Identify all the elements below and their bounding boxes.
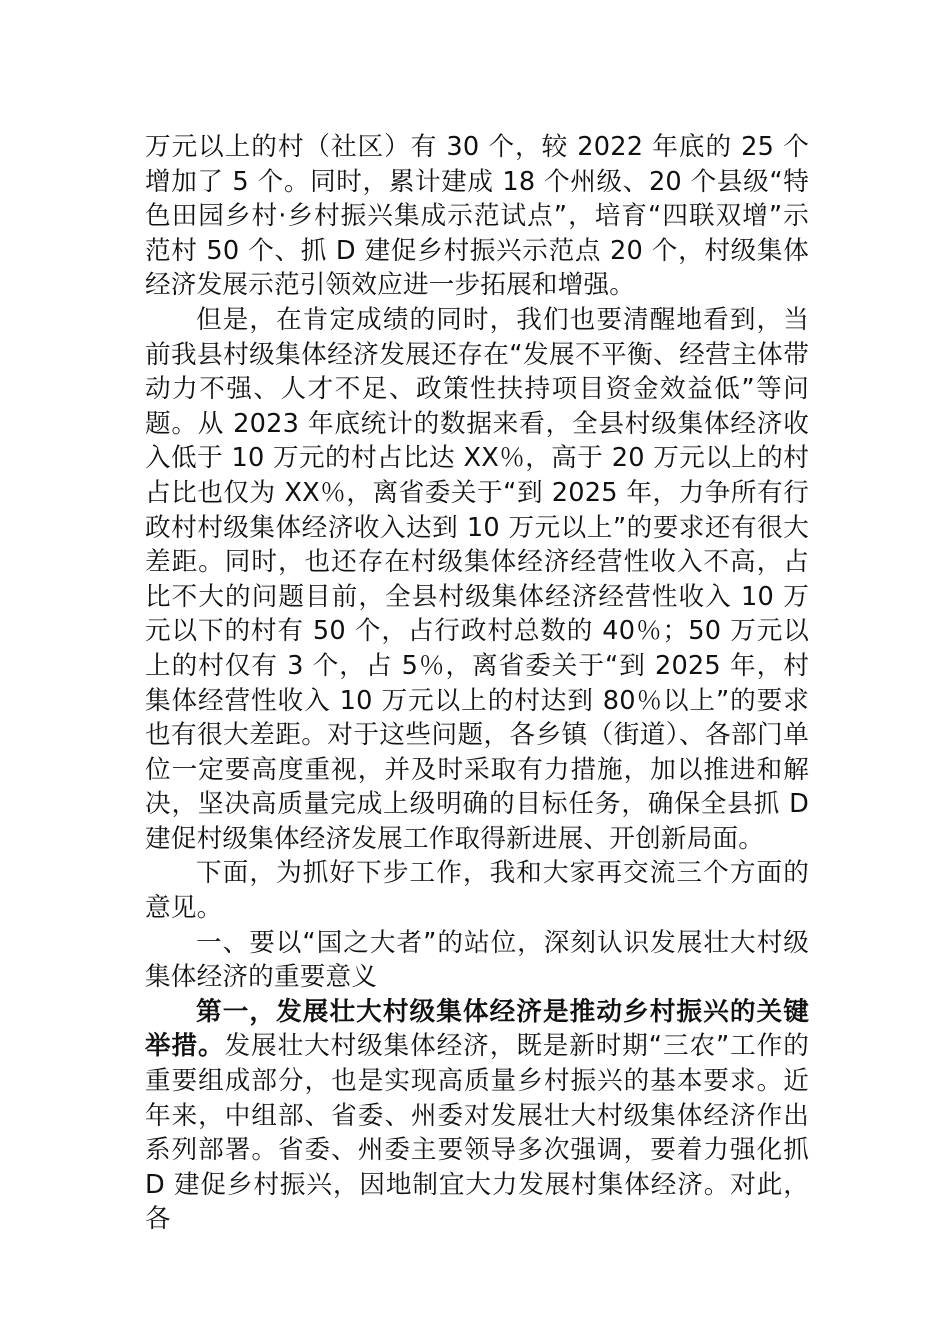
paragraph-1 bbox=[145, 130, 809, 303]
paragraph-1-text: 万元以上的村（社区）有 30 个，较 2022 年底的 25 个增加了 5 个。同时，累计建成 18 个州级、20 个县级“特色田园乡村·乡村振兴集成示范试点”，培育“四联双增”示范村 50 个、抓 D 建促乡村振兴示范点 20 个，村级集体经济发展示范引领效应进一步拓展和增强。 bbox=[145, 132, 809, 301]
paragraph-3-text: 下面，为抓好下步工作，我和大家再交流三个方面的意见。 bbox=[145, 858, 809, 924]
section-heading-1-text: 一、要以“国之大者”的站位，深刻认识发展壮大村级集体经济的重要意义 bbox=[145, 927, 809, 993]
paragraph-2-text: 但是，在肯定成绩的同时，我们也要清醒地看到，当前我县村级集体经济发展还存在“发展不平衡、经营主体带动力不强、人才不足、政策性扶持项目资金效益低”等问题。从 2023 年底统计的数据来看，全县村级集体经济收入低于 10 万元的村占比达 XX％，高于 20 万元以上的村占比也仅为 XX％，离省委关于“到 2025 年，力争所有行政村村级集体经济收入达到 10 万元以上”的要求还有很大差距。同时，也还存在村级集体经济经营性收入不高，占比不大的问题目前，全县村级集体经济经营性收入 10 万元以下的村有 50 个，占行政村总数的 40％；50 万元以上的村仅有 3 个，占 5％，离省委关于“到 2025 年，村集体经营性收入 10 万元以上的村达到 80％以上”的要求也有很大差距。对于这些问题，各乡镇（街道）、各部门单位一定要高度重视，并及时采取有力措施，加以推进和解决，坚决高质量完成上级明确的目标任务，确保全县抓 D 建促村级集体经济发展工作取得新进展、开创新局面。 bbox=[145, 304, 809, 854]
paragraph-5-lead: 第一，发展壮大村级集体经济是推动乡村振兴的关键举措。 bbox=[145, 996, 809, 1062]
document-body bbox=[145, 130, 809, 1237]
section-heading-1 bbox=[145, 926, 809, 995]
paragraph-5 bbox=[145, 995, 809, 1237]
paragraph-5-text: 发展壮大村级集体经济，既是新时期“三农”工作的重要组成部分，也是实现高质量乡村振兴的基本要求。近年来，中组部、省委、州委对发展壮大村级集体经济作出系列部署。省委、州委主要领导多次强调，要着力强化抓 D 建促乡村振兴，因地制宜大力发展村集体经济。对此，各 bbox=[145, 1031, 809, 1235]
paragraph-2 bbox=[145, 303, 809, 857]
paragraph-3 bbox=[145, 856, 809, 925]
